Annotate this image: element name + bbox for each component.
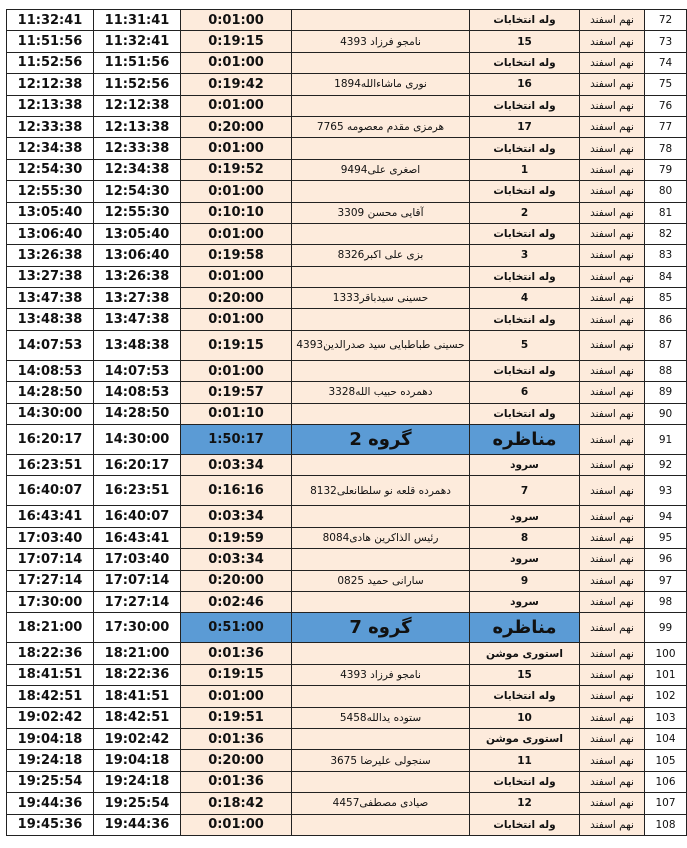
duration-cell: 0:19:15 xyxy=(181,31,292,52)
table-row xyxy=(7,664,687,685)
duration-cell: 0:01:00 xyxy=(181,686,292,707)
row-number-cell: 80 xyxy=(645,181,687,202)
duration-cell: 0:16:16 xyxy=(181,476,292,506)
program-type-cell: وله انتخابات xyxy=(470,95,580,116)
duration-cell: 0:19:58 xyxy=(181,245,292,266)
row-number-cell: 102 xyxy=(645,686,687,707)
duration-cell: 0:19:51 xyxy=(181,707,292,728)
start-time-cell: 19:25:54 xyxy=(94,793,181,814)
start-time-cell: 19:44:36 xyxy=(94,814,181,835)
start-time-cell: 19:02:42 xyxy=(94,728,181,749)
day-cell: نهم اسفند xyxy=(580,159,645,180)
end-time-cell: 18:42:51 xyxy=(7,686,94,707)
row-number-cell: 97 xyxy=(645,570,687,591)
program-type-cell: 2 xyxy=(470,202,580,223)
day-cell: نهم اسفند xyxy=(580,223,645,244)
duration-cell: 0:02:46 xyxy=(181,591,292,612)
start-time-cell: 18:41:51 xyxy=(94,686,181,707)
end-time-cell: 12:13:38 xyxy=(7,95,94,116)
row-number-cell: 94 xyxy=(645,506,687,527)
start-time-cell: 12:12:38 xyxy=(94,95,181,116)
day-cell: نهم اسفند xyxy=(580,707,645,728)
program-name-cell xyxy=(292,223,470,244)
start-time-cell: 17:07:14 xyxy=(94,570,181,591)
program-type-cell: وله انتخابات xyxy=(470,360,580,381)
start-time-cell: 11:31:41 xyxy=(94,10,181,31)
program-type-cell: سرود xyxy=(470,549,580,570)
start-time-cell: 18:22:36 xyxy=(94,664,181,685)
table-row xyxy=(7,591,687,612)
row-number-cell: 103 xyxy=(645,707,687,728)
program-name-cell xyxy=(292,728,470,749)
row-number-cell: 85 xyxy=(645,288,687,309)
duration-cell: 0:03:34 xyxy=(181,549,292,570)
row-number-cell: 83 xyxy=(645,245,687,266)
start-time-cell: 12:13:38 xyxy=(94,116,181,137)
row-number-cell: 104 xyxy=(645,728,687,749)
program-name-cell: حسینی سیدباقر1333 xyxy=(292,288,470,309)
start-time-cell: 12:34:38 xyxy=(94,159,181,180)
table-row xyxy=(7,360,687,381)
duration-cell: 1:50:17 xyxy=(181,425,292,455)
program-type-cell: سرود xyxy=(470,455,580,476)
row-number-cell: 76 xyxy=(645,95,687,116)
program-name-cell: نامجو فرزاد 4393 xyxy=(292,664,470,685)
program-name-cell xyxy=(292,360,470,381)
day-cell: نهم اسفند xyxy=(580,728,645,749)
program-name-cell: گروه 2 xyxy=(292,425,470,455)
end-time-cell: 11:52:56 xyxy=(7,52,94,73)
row-number-cell: 101 xyxy=(645,664,687,685)
day-cell: نهم اسفند xyxy=(580,138,645,159)
program-name-cell xyxy=(292,138,470,159)
program-name-cell xyxy=(292,591,470,612)
day-cell: نهم اسفند xyxy=(580,549,645,570)
table-row xyxy=(7,74,687,95)
duration-cell: 0:19:42 xyxy=(181,74,292,95)
table-row xyxy=(7,527,687,548)
row-number-cell: 72 xyxy=(645,10,687,31)
program-name-cell xyxy=(292,10,470,31)
program-name-cell: ستوده یدالله5458 xyxy=(292,707,470,728)
end-time-cell: 19:45:36 xyxy=(7,814,94,835)
start-time-cell: 11:52:56 xyxy=(94,74,181,95)
day-cell: نهم اسفند xyxy=(580,591,645,612)
day-cell: نهم اسفند xyxy=(580,771,645,792)
program-name-cell: دهمرده قلعه نو سلطانعلی8132 xyxy=(292,476,470,506)
start-time-cell: 17:03:40 xyxy=(94,549,181,570)
start-time-cell: 13:48:38 xyxy=(94,330,181,360)
end-time-cell: 13:48:38 xyxy=(7,309,94,330)
end-time-cell: 19:02:42 xyxy=(7,707,94,728)
duration-cell: 0:01:00 xyxy=(181,138,292,159)
day-cell: نهم اسفند xyxy=(580,31,645,52)
start-time-cell: 17:27:14 xyxy=(94,591,181,612)
table-row xyxy=(7,771,687,792)
table-row xyxy=(7,52,687,73)
row-number-cell: 86 xyxy=(645,309,687,330)
program-type-cell: وله انتخابات xyxy=(470,266,580,287)
program-type-cell: استوری موشن xyxy=(470,643,580,664)
day-cell: نهم اسفند xyxy=(580,74,645,95)
program-type-cell: 17 xyxy=(470,116,580,137)
duration-cell: 0:01:36 xyxy=(181,643,292,664)
program-type-cell: وله انتخابات xyxy=(470,309,580,330)
program-name-cell xyxy=(292,95,470,116)
table-row xyxy=(7,95,687,116)
program-name-cell: نوری ماشاءالله1894 xyxy=(292,74,470,95)
end-time-cell: 12:54:30 xyxy=(7,159,94,180)
duration-cell: 0:01:00 xyxy=(181,266,292,287)
row-number-cell: 78 xyxy=(645,138,687,159)
start-time-cell: 11:51:56 xyxy=(94,52,181,73)
table-row xyxy=(7,288,687,309)
start-time-cell: 14:30:00 xyxy=(94,425,181,455)
table-row xyxy=(7,266,687,287)
table-row xyxy=(7,159,687,180)
day-cell: نهم اسفند xyxy=(580,664,645,685)
row-number-cell: 91 xyxy=(645,425,687,455)
program-name-cell xyxy=(292,455,470,476)
row-number-cell: 92 xyxy=(645,455,687,476)
start-time-cell: 12:55:30 xyxy=(94,202,181,223)
end-time-cell: 17:30:00 xyxy=(7,591,94,612)
row-number-cell: 96 xyxy=(645,549,687,570)
end-time-cell: 18:41:51 xyxy=(7,664,94,685)
duration-cell: 0:19:15 xyxy=(181,664,292,685)
program-name-cell: نامجو فرزاد 4393 xyxy=(292,31,470,52)
program-name-cell xyxy=(292,506,470,527)
program-name-cell xyxy=(292,686,470,707)
duration-cell: 0:01:00 xyxy=(181,181,292,202)
day-cell: نهم اسفند xyxy=(580,793,645,814)
day-cell: نهم اسفند xyxy=(580,613,645,643)
end-time-cell: 17:03:40 xyxy=(7,527,94,548)
program-name-cell: سارانی حمید 0825 xyxy=(292,570,470,591)
program-type-cell: 8 xyxy=(470,527,580,548)
program-type-cell: وله انتخابات xyxy=(470,223,580,244)
program-type-cell: وله انتخابات xyxy=(470,771,580,792)
program-name-cell: رئیس الذاکرین هادی8084 xyxy=(292,527,470,548)
table-row xyxy=(7,570,687,591)
row-number-cell: 88 xyxy=(645,360,687,381)
start-time-cell: 13:05:40 xyxy=(94,223,181,244)
day-cell: نهم اسفند xyxy=(580,527,645,548)
duration-cell: 0:20:00 xyxy=(181,288,292,309)
end-time-cell: 12:55:30 xyxy=(7,181,94,202)
end-time-cell: 11:51:56 xyxy=(7,31,94,52)
start-time-cell: 13:47:38 xyxy=(94,309,181,330)
table-row xyxy=(7,116,687,137)
end-time-cell: 19:04:18 xyxy=(7,728,94,749)
day-cell: نهم اسفند xyxy=(580,181,645,202)
row-number-cell: 82 xyxy=(645,223,687,244)
row-number-cell: 108 xyxy=(645,814,687,835)
program-type-cell: وله انتخابات xyxy=(470,814,580,835)
program-name-cell xyxy=(292,266,470,287)
day-cell: نهم اسفند xyxy=(580,245,645,266)
duration-cell: 0:01:00 xyxy=(181,95,292,116)
table-row xyxy=(7,309,687,330)
row-number-cell: 75 xyxy=(645,74,687,95)
row-number-cell: 74 xyxy=(645,52,687,73)
duration-cell: 0:20:00 xyxy=(181,116,292,137)
end-time-cell: 18:22:36 xyxy=(7,643,94,664)
day-cell: نهم اسفند xyxy=(580,10,645,31)
end-time-cell: 13:05:40 xyxy=(7,202,94,223)
program-type-cell: مناظره xyxy=(470,425,580,455)
program-type-cell: وله انتخابات xyxy=(470,10,580,31)
table-row xyxy=(7,728,687,749)
program-name-cell: سنجولی علیرضا 3675 xyxy=(292,750,470,771)
table-row xyxy=(7,181,687,202)
start-time-cell: 16:43:41 xyxy=(94,527,181,548)
table-row xyxy=(7,549,687,570)
table-row xyxy=(7,403,687,424)
program-name-cell xyxy=(292,771,470,792)
day-cell: نهم اسفند xyxy=(580,382,645,403)
row-number-cell: 105 xyxy=(645,750,687,771)
table-row xyxy=(7,643,687,664)
end-time-cell: 17:07:14 xyxy=(7,549,94,570)
end-time-cell: 11:32:41 xyxy=(7,10,94,31)
program-type-cell: 11 xyxy=(470,750,580,771)
duration-cell: 0:01:00 xyxy=(181,309,292,330)
end-time-cell: 19:24:18 xyxy=(7,750,94,771)
duration-cell: 0:19:52 xyxy=(181,159,292,180)
day-cell: نهم اسفند xyxy=(580,202,645,223)
start-time-cell: 11:32:41 xyxy=(94,31,181,52)
program-name-cell: صیادی مصطفی4457 xyxy=(292,793,470,814)
duration-cell: 0:19:59 xyxy=(181,527,292,548)
row-number-cell: 95 xyxy=(645,527,687,548)
table-row xyxy=(7,750,687,771)
day-cell: نهم اسفند xyxy=(580,116,645,137)
start-time-cell: 12:33:38 xyxy=(94,138,181,159)
table-row xyxy=(7,382,687,403)
duration-cell: 0:51:00 xyxy=(181,613,292,643)
end-time-cell: 16:23:51 xyxy=(7,455,94,476)
program-name-cell: اصغری علی9494 xyxy=(292,159,470,180)
program-type-cell: وله انتخابات xyxy=(470,138,580,159)
program-type-cell: 4 xyxy=(470,288,580,309)
program-type-cell: 7 xyxy=(470,476,580,506)
end-time-cell: 16:43:41 xyxy=(7,506,94,527)
duration-cell: 0:01:00 xyxy=(181,10,292,31)
table-row xyxy=(7,10,687,31)
day-cell: نهم اسفند xyxy=(580,330,645,360)
start-time-cell: 17:30:00 xyxy=(94,613,181,643)
end-time-cell: 14:30:00 xyxy=(7,403,94,424)
program-name-cell xyxy=(292,309,470,330)
program-name-cell: گروه 7 xyxy=(292,613,470,643)
day-cell: نهم اسفند xyxy=(580,288,645,309)
end-time-cell: 13:47:38 xyxy=(7,288,94,309)
start-time-cell: 14:07:53 xyxy=(94,360,181,381)
row-number-cell: 98 xyxy=(645,591,687,612)
row-number-cell: 106 xyxy=(645,771,687,792)
day-cell: نهم اسفند xyxy=(580,309,645,330)
table-row xyxy=(7,330,687,360)
table-row xyxy=(7,455,687,476)
program-name-cell xyxy=(292,52,470,73)
schedule-grid xyxy=(6,9,687,836)
duration-cell: 0:03:34 xyxy=(181,506,292,527)
table-row xyxy=(7,707,687,728)
table-row xyxy=(7,223,687,244)
end-time-cell: 13:27:38 xyxy=(7,266,94,287)
table-row xyxy=(7,613,687,643)
row-number-cell: 100 xyxy=(645,643,687,664)
program-type-cell: سرود xyxy=(470,506,580,527)
program-type-cell: 1 xyxy=(470,159,580,180)
row-number-cell: 79 xyxy=(645,159,687,180)
program-name-cell: آقایی محسن 3309 xyxy=(292,202,470,223)
start-time-cell: 19:24:18 xyxy=(94,771,181,792)
duration-cell: 0:19:57 xyxy=(181,382,292,403)
day-cell: نهم اسفند xyxy=(580,425,645,455)
end-time-cell: 14:08:53 xyxy=(7,360,94,381)
row-number-cell: 73 xyxy=(645,31,687,52)
duration-cell: 0:01:36 xyxy=(181,728,292,749)
end-time-cell: 12:34:38 xyxy=(7,138,94,159)
program-type-cell: مناظره xyxy=(470,613,580,643)
table-row xyxy=(7,31,687,52)
day-cell: نهم اسفند xyxy=(580,750,645,771)
program-type-cell: 16 xyxy=(470,74,580,95)
program-name-cell xyxy=(292,643,470,664)
program-name-cell: حسینی طباطبایی سید صدرالدین4393 xyxy=(292,330,470,360)
program-type-cell: استوری موشن xyxy=(470,728,580,749)
end-time-cell: 13:26:38 xyxy=(7,245,94,266)
start-time-cell: 14:28:50 xyxy=(94,403,181,424)
start-time-cell: 16:40:07 xyxy=(94,506,181,527)
start-time-cell: 14:08:53 xyxy=(94,382,181,403)
table-row xyxy=(7,425,687,455)
duration-cell: 0:01:00 xyxy=(181,52,292,73)
program-name-cell xyxy=(292,181,470,202)
end-time-cell: 16:40:07 xyxy=(7,476,94,506)
day-cell: نهم اسفند xyxy=(580,266,645,287)
program-type-cell: 3 xyxy=(470,245,580,266)
day-cell: نهم اسفند xyxy=(580,570,645,591)
duration-cell: 0:10:10 xyxy=(181,202,292,223)
start-time-cell: 16:20:17 xyxy=(94,455,181,476)
end-time-cell: 16:20:17 xyxy=(7,425,94,455)
day-cell: نهم اسفند xyxy=(580,814,645,835)
end-time-cell: 12:33:38 xyxy=(7,116,94,137)
day-cell: نهم اسفند xyxy=(580,95,645,116)
program-name-cell xyxy=(292,814,470,835)
program-type-cell: 15 xyxy=(470,31,580,52)
row-number-cell: 90 xyxy=(645,403,687,424)
table-row xyxy=(7,814,687,835)
row-number-cell: 84 xyxy=(645,266,687,287)
table-row xyxy=(7,245,687,266)
program-type-cell: 9 xyxy=(470,570,580,591)
start-time-cell: 13:27:38 xyxy=(94,288,181,309)
duration-cell: 0:03:34 xyxy=(181,455,292,476)
day-cell: نهم اسفند xyxy=(580,643,645,664)
row-number-cell: 81 xyxy=(645,202,687,223)
table-row xyxy=(7,686,687,707)
start-time-cell: 18:42:51 xyxy=(94,707,181,728)
duration-cell: 0:18:42 xyxy=(181,793,292,814)
program-name-cell: بزی علی اکبر8326 xyxy=(292,245,470,266)
start-time-cell: 13:06:40 xyxy=(94,245,181,266)
duration-cell: 0:20:00 xyxy=(181,570,292,591)
row-number-cell: 93 xyxy=(645,476,687,506)
row-number-cell: 87 xyxy=(645,330,687,360)
table-row xyxy=(7,476,687,506)
program-type-cell: 5 xyxy=(470,330,580,360)
duration-cell: 0:01:00 xyxy=(181,814,292,835)
day-cell: نهم اسفند xyxy=(580,686,645,707)
day-cell: نهم اسفند xyxy=(580,52,645,73)
program-name-cell xyxy=(292,403,470,424)
row-number-cell: 77 xyxy=(645,116,687,137)
program-type-cell: وله انتخابات xyxy=(470,52,580,73)
duration-cell: 0:01:00 xyxy=(181,223,292,244)
start-time-cell: 16:23:51 xyxy=(94,476,181,506)
end-time-cell: 14:07:53 xyxy=(7,330,94,360)
table-row xyxy=(7,138,687,159)
program-name-cell: دهمرده حبیب الله3328 xyxy=(292,382,470,403)
row-number-cell: 99 xyxy=(645,613,687,643)
day-cell: نهم اسفند xyxy=(580,476,645,506)
program-type-cell: وله انتخابات xyxy=(470,403,580,424)
program-name-cell: هرمزی مقدم معصومه 7765 xyxy=(292,116,470,137)
program-type-cell: 12 xyxy=(470,793,580,814)
end-time-cell: 12:12:38 xyxy=(7,74,94,95)
duration-cell: 0:20:00 xyxy=(181,750,292,771)
table-row xyxy=(7,793,687,814)
program-name-cell xyxy=(292,549,470,570)
program-type-cell: 6 xyxy=(470,382,580,403)
end-time-cell: 17:27:14 xyxy=(7,570,94,591)
end-time-cell: 13:06:40 xyxy=(7,223,94,244)
start-time-cell: 18:21:00 xyxy=(94,643,181,664)
duration-cell: 0:01:10 xyxy=(181,403,292,424)
end-time-cell: 19:44:36 xyxy=(7,793,94,814)
program-type-cell: وله انتخابات xyxy=(470,686,580,707)
table-row xyxy=(7,506,687,527)
program-type-cell: وله انتخابات xyxy=(470,181,580,202)
row-number-cell: 107 xyxy=(645,793,687,814)
start-time-cell: 19:04:18 xyxy=(94,750,181,771)
day-cell: نهم اسفند xyxy=(580,360,645,381)
duration-cell: 0:01:00 xyxy=(181,360,292,381)
row-number-cell: 89 xyxy=(645,382,687,403)
program-type-cell: 15 xyxy=(470,664,580,685)
table-row xyxy=(7,202,687,223)
day-cell: نهم اسفند xyxy=(580,403,645,424)
duration-cell: 0:01:36 xyxy=(181,771,292,792)
end-time-cell: 18:21:00 xyxy=(7,613,94,643)
end-time-cell: 19:25:54 xyxy=(7,771,94,792)
day-cell: نهم اسفند xyxy=(580,455,645,476)
duration-cell: 0:19:15 xyxy=(181,330,292,360)
program-type-cell: سرود xyxy=(470,591,580,612)
program-type-cell: 10 xyxy=(470,707,580,728)
day-cell: نهم اسفند xyxy=(580,506,645,527)
start-time-cell: 13:26:38 xyxy=(94,266,181,287)
end-time-cell: 14:28:50 xyxy=(7,382,94,403)
start-time-cell: 12:54:30 xyxy=(94,181,181,202)
